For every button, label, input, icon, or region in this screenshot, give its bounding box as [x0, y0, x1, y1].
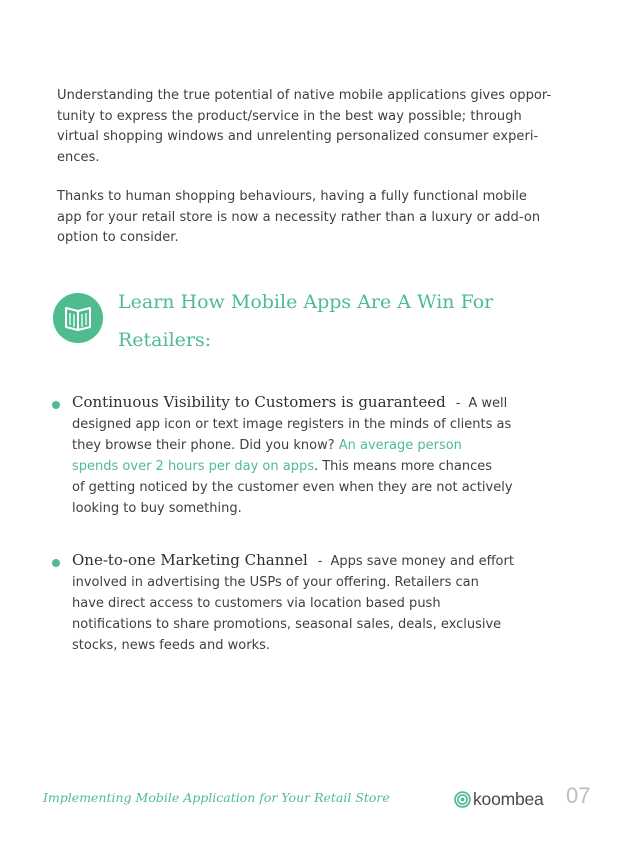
koombea-logo-icon — [454, 791, 471, 808]
bullet-dot — [52, 401, 60, 409]
item-text-line: of getting noticed by the customer even when they are not actively — [72, 480, 513, 495]
item-text-line — [72, 435, 592, 456]
item-text: . This means more chances — [313, 459, 493, 474]
item-first-line — [72, 550, 592, 572]
item-first-line — [72, 392, 592, 414]
item-text: Apps save money and effort — [330, 554, 514, 569]
text-line: ences. — [57, 149, 100, 165]
item-text-line: designed app icon or text image registers in the minds of clients as — [72, 417, 512, 432]
item-separator: - — [455, 396, 461, 411]
intro-paragraph-1 — [57, 86, 587, 168]
item-text-line: looking to buy something. — [72, 501, 242, 516]
text-line: Thanks to human shopping behaviours, having a fully functional mobile — [57, 189, 527, 204]
item-text-line: involved in advertising the USPs of your offering. Retailers can — [72, 575, 479, 590]
text-line: tunity to express the product/service in the best way possible; through — [57, 108, 522, 124]
list-item-marketing-channel — [72, 550, 592, 656]
item-heading: One-to-one Marketing Channel — [72, 551, 308, 569]
text-line: virtual shopping windows and unrelenting personalized consumer experi- — [57, 129, 539, 144]
item-text-line: have direct access to customers via location based push — [72, 596, 441, 611]
section-title-line: Learn How Mobile Apps Are A Win For — [118, 291, 494, 313]
text-line: option to consider. — [57, 230, 179, 245]
intro-paragraph-2 — [57, 187, 587, 249]
item-text-line: notifications to share promotions, seasonal sales, deals, exclusive — [72, 617, 502, 632]
highlighted-stat: An average person — [338, 438, 462, 453]
text-line: app for your retail store is now a necessity rather than a luxury or add-on — [57, 209, 541, 225]
highlighted-stat: spends over 2 hours per day on apps — [72, 459, 314, 474]
open-book-icon — [53, 293, 103, 343]
koombea-logo-text: koombea — [473, 789, 544, 809]
item-text-line — [72, 456, 592, 477]
page-number: 07 — [566, 783, 591, 808]
text-line: Understanding the true potential of native mobile applications gives oppor- — [57, 88, 552, 103]
bullet-dot — [52, 559, 60, 567]
section-title — [118, 283, 578, 359]
item-text: A well — [468, 396, 508, 411]
item-text-line: stocks, news feeds and works. — [72, 638, 270, 653]
item-text: they browse their phone. Did you know? — [72, 438, 335, 453]
footer-title: Implementing Mobile Application for Your Retail Store — [43, 790, 390, 805]
list-item-visibility — [72, 392, 592, 519]
item-heading: Continuous Visibility to Customers is guaranteed — [72, 393, 446, 411]
item-separator: - — [317, 554, 323, 569]
section-title-line: Retailers: — [118, 329, 212, 351]
